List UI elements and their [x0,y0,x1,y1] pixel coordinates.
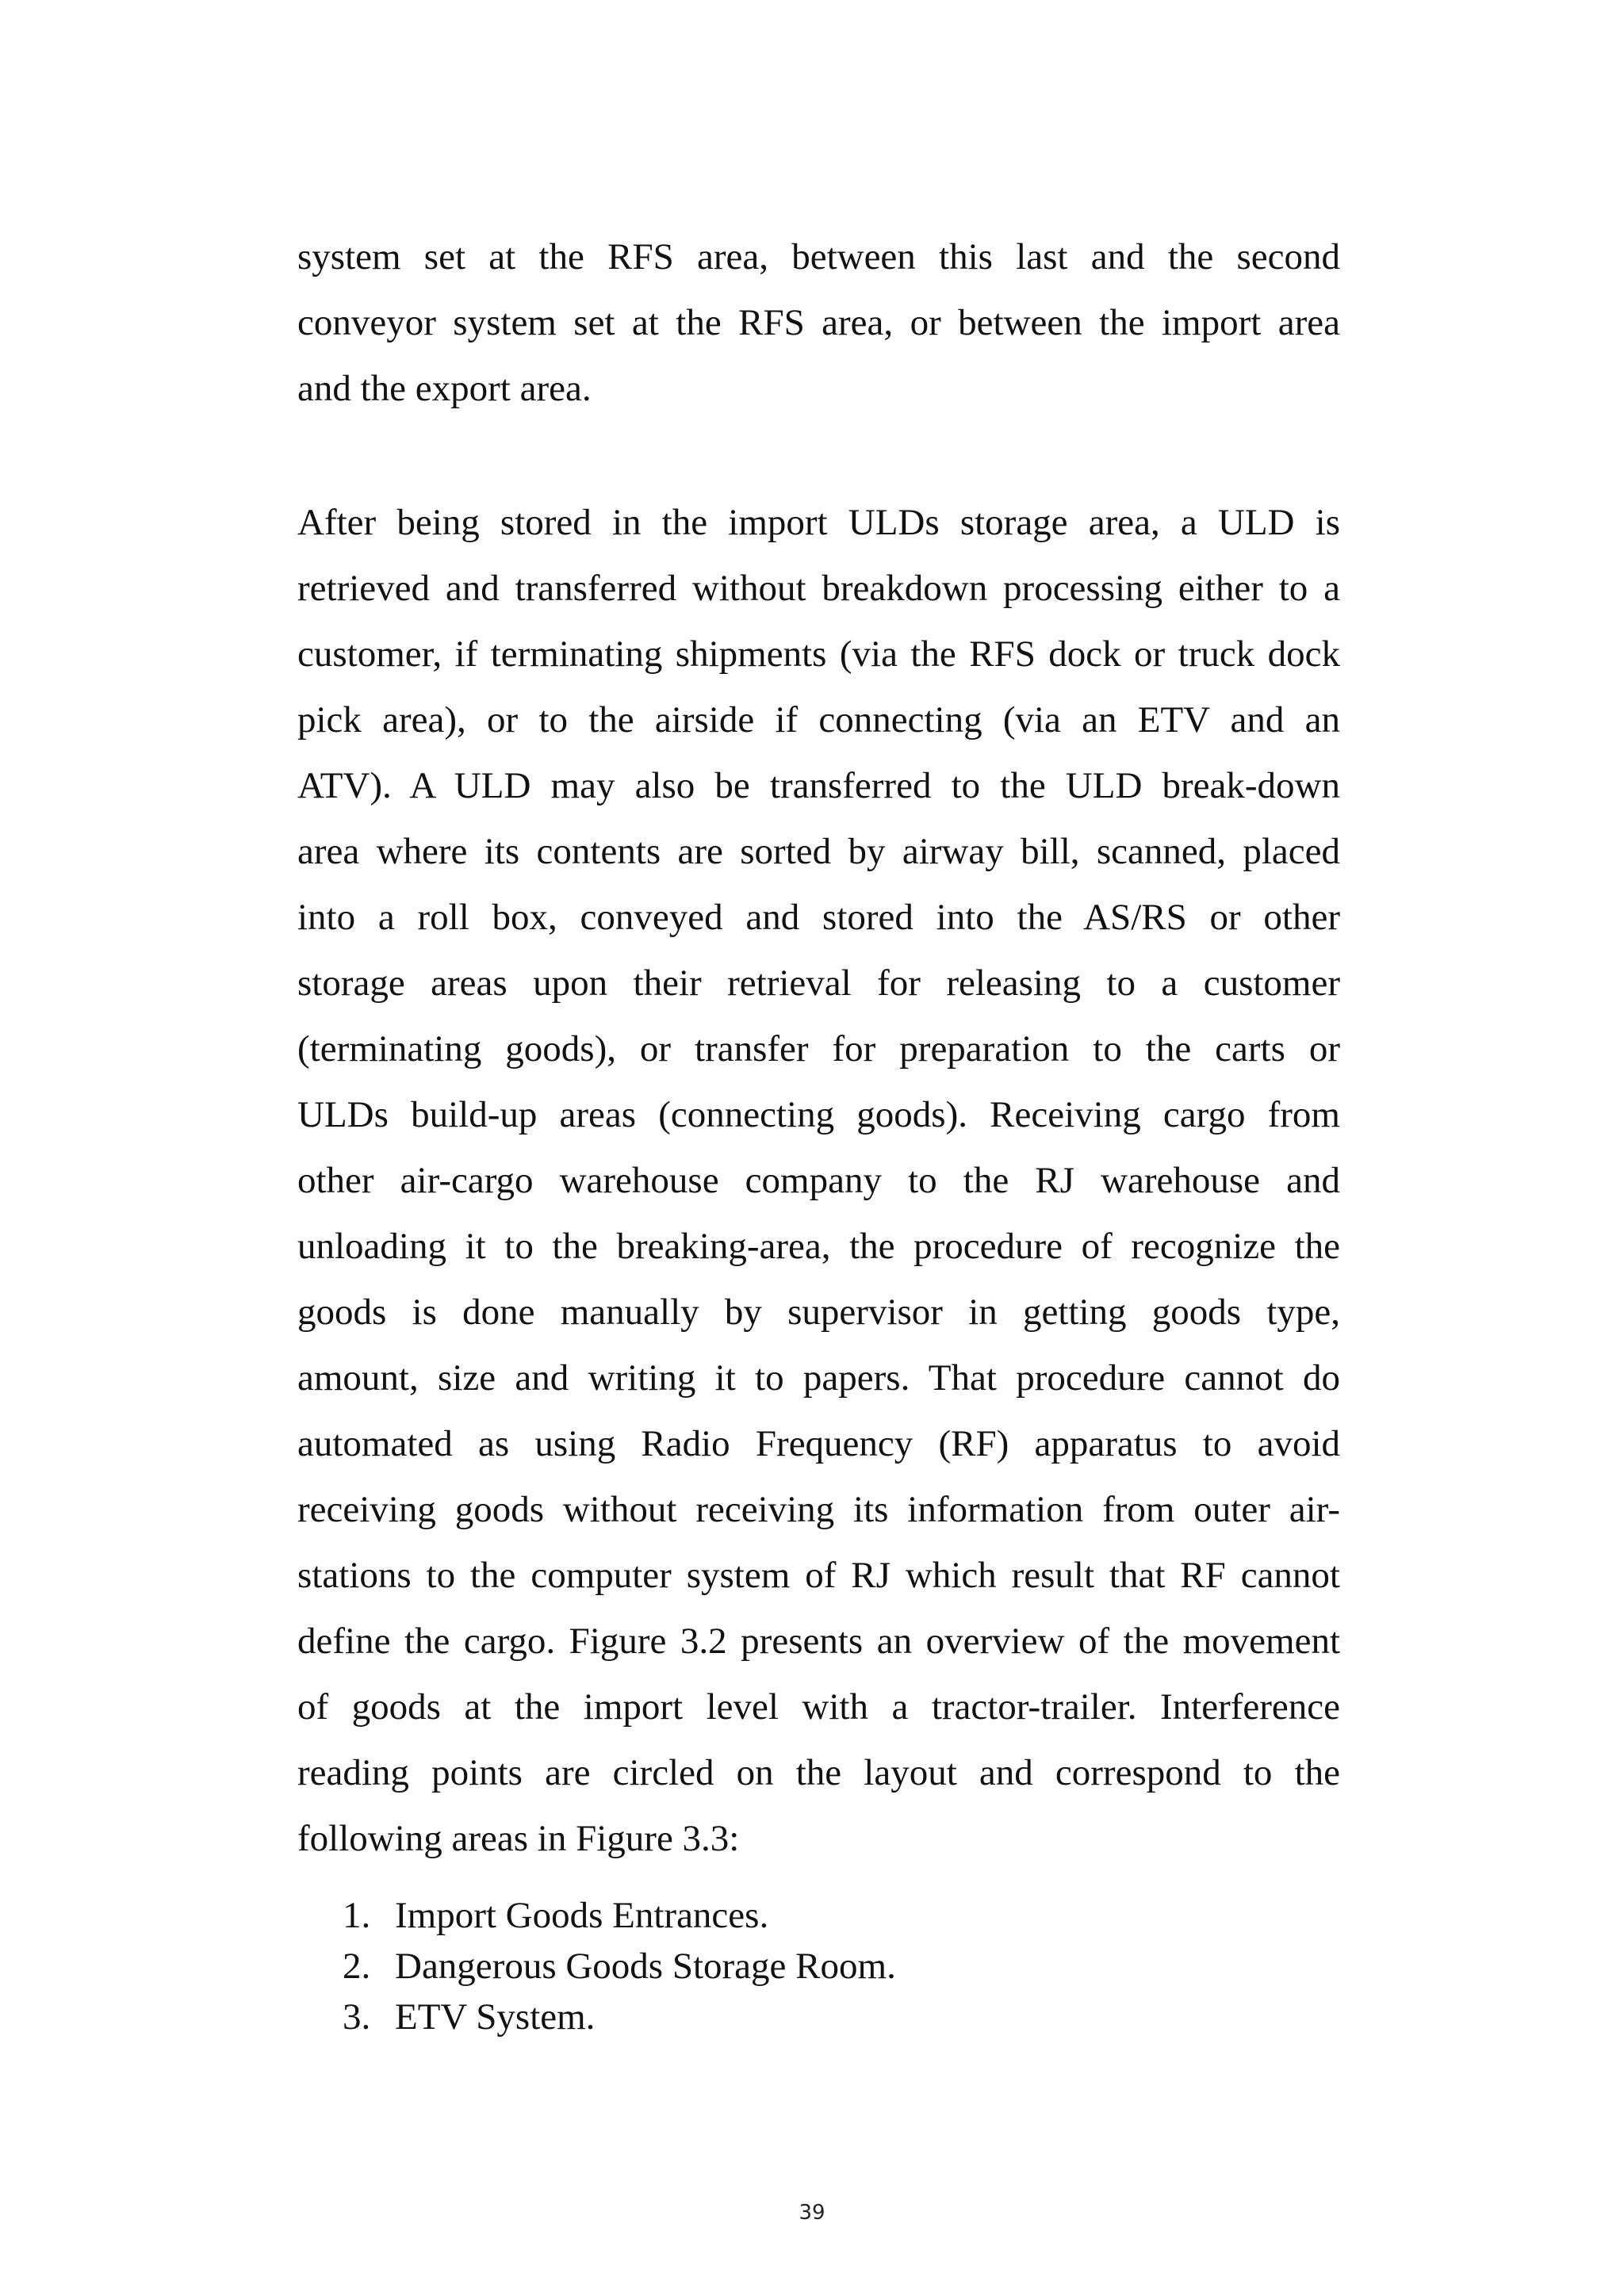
paragraph-line: goods is done manually by supervisor in getting goods type, [297,1292,1340,1333]
paragraph-1 [297,224,1340,422]
paragraph-line: pick area), or to the airside if connecting (via an ETV and an [297,699,1340,740]
paragraph-line: stations to the computer system of RJ which result that RF cannot [297,1555,1340,1596]
paragraph-line: storage areas upon their retrieval for releasing to a customer [297,962,1340,1004]
paragraph-line: amount, size and writing it to papers. That procedure cannot do [297,1357,1340,1399]
paragraph-line: receiving goods without receiving its information from outer air- [297,1489,1340,1530]
paragraph-line: and the export area. [297,368,592,409]
list-item-text: Import Goods Entrances. [395,1895,769,1936]
paragraph-line: (terminating goods), or transfer for preparation to the carts or [297,1028,1340,1070]
page-number: 39 [799,2201,825,2225]
paragraph-line: into a roll box, conveyed and stored into the AS/RS or other [297,897,1340,938]
paragraph-line: customer, if terminating shipments (via the RFS dock or truck dock [297,633,1340,675]
paragraph-line: reading points are circled on the layout and correspond to the [297,1752,1340,1793]
list-item-number: 3. [343,1996,371,2038]
list-item [343,1890,896,1941]
paragraph-line: system set at the RFS area, between this last and the second [297,236,1340,277]
paragraph-line: automated as using Radio Frequency (RF) apparatus to avoid [297,1423,1340,1464]
list-item [343,1941,896,1992]
list-item-text: ETV System. [395,1996,596,2038]
list-item-text: Dangerous Goods Storage Room. [395,1946,896,1987]
paragraph-line: of goods at the import level with a tractor-trailer. Interference [297,1686,1340,1728]
paragraph-line: conveyor system set at the RFS area, or between the import area [297,302,1340,343]
paragraph-line: other air-cargo warehouse company to the RJ warehouse and [297,1160,1340,1201]
paragraph-line: area where its contents are sorted by airway bill, scanned, placed [297,831,1340,872]
numbered-list [343,1890,896,2042]
list-item-number: 1. [343,1895,371,1936]
list-item-number: 2. [343,1946,371,1987]
paragraph-line: ULDs build-up areas (connecting goods). Receiving cargo from [297,1094,1340,1135]
paragraph-line: After being stored in the import ULDs storage area, a ULD is [297,502,1340,543]
list-item [343,1992,896,2042]
paragraph-line: define the cargo. Figure 3.2 presents an overview of the movement [297,1621,1340,1662]
paragraph-line: following areas in Figure 3.3: [297,1818,740,1859]
paragraph-2 [297,490,1340,1872]
paragraph-line: unloading it to the breaking-area, the procedure of recognize the [297,1226,1340,1267]
paragraph-line: ATV). A ULD may also be transferred to the ULD break-down [297,765,1340,806]
paragraph-line: retrieved and transferred without breakdown processing either to a [297,568,1340,609]
